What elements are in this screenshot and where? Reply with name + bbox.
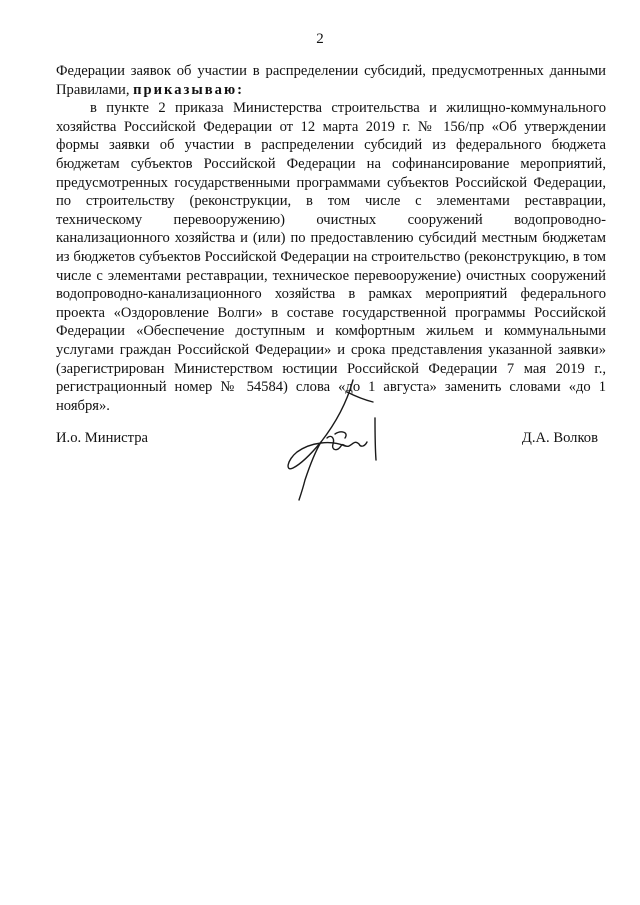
order-word: приказываю: bbox=[133, 81, 244, 98]
signatory-name: Д.А. Волков bbox=[521, 430, 598, 446]
position-title: И.о. Министра bbox=[56, 430, 148, 446]
paragraph-intro-text: Федерации заявок об участии в распределении субсидий, предусмотренных данными Правилами, bbox=[56, 63, 606, 98]
document-body bbox=[56, 62, 606, 415]
handwritten-signature bbox=[275, 372, 395, 502]
page-number: 2 bbox=[316, 31, 324, 47]
paragraph-intro bbox=[56, 62, 606, 99]
paragraph-amendment: в пункте 2 приказа Министерства строительства и жилищно-коммунального хозяйства Российской Федерации от 12 марта 2019 г. № 156/пр «Об утверждении формы заявки об участии в распределении субсидий из федерального бюджета бюджетам субъектов Российской Федерации на софинансирование мероприятий, предусмотренных государственными программами субъектов Российской Федерации, по строительству (реконструкции, в том числе с элементами реставрации, техническому перевооружению) очистных сооружений водопроводно-канализационного хозяйства и (или) по предоставлению субсидий местным бюджетам из бюджетов субъектов Российской Федерации на строительство (реконструкцию, в том числе с элементами реставрации, техническое перевооружение) очистных сооружений водопроводно-канализационного хозяйства в рамках мероприятий федерального проекта «Оздоровление Волги» в составе государственной программы Российской Федерации «Обеспечение доступным и комфортным жильем и коммунальными услугами граждан Российской Федерации» и срока представления указанной заявки» (зарегистрирован Министерством юстиции Российской Федерации 7 мая 2019 г., регистрационный номер № 54584) слова «до 1 августа» заменить словами «до 1 ноября». bbox=[56, 100, 606, 414]
